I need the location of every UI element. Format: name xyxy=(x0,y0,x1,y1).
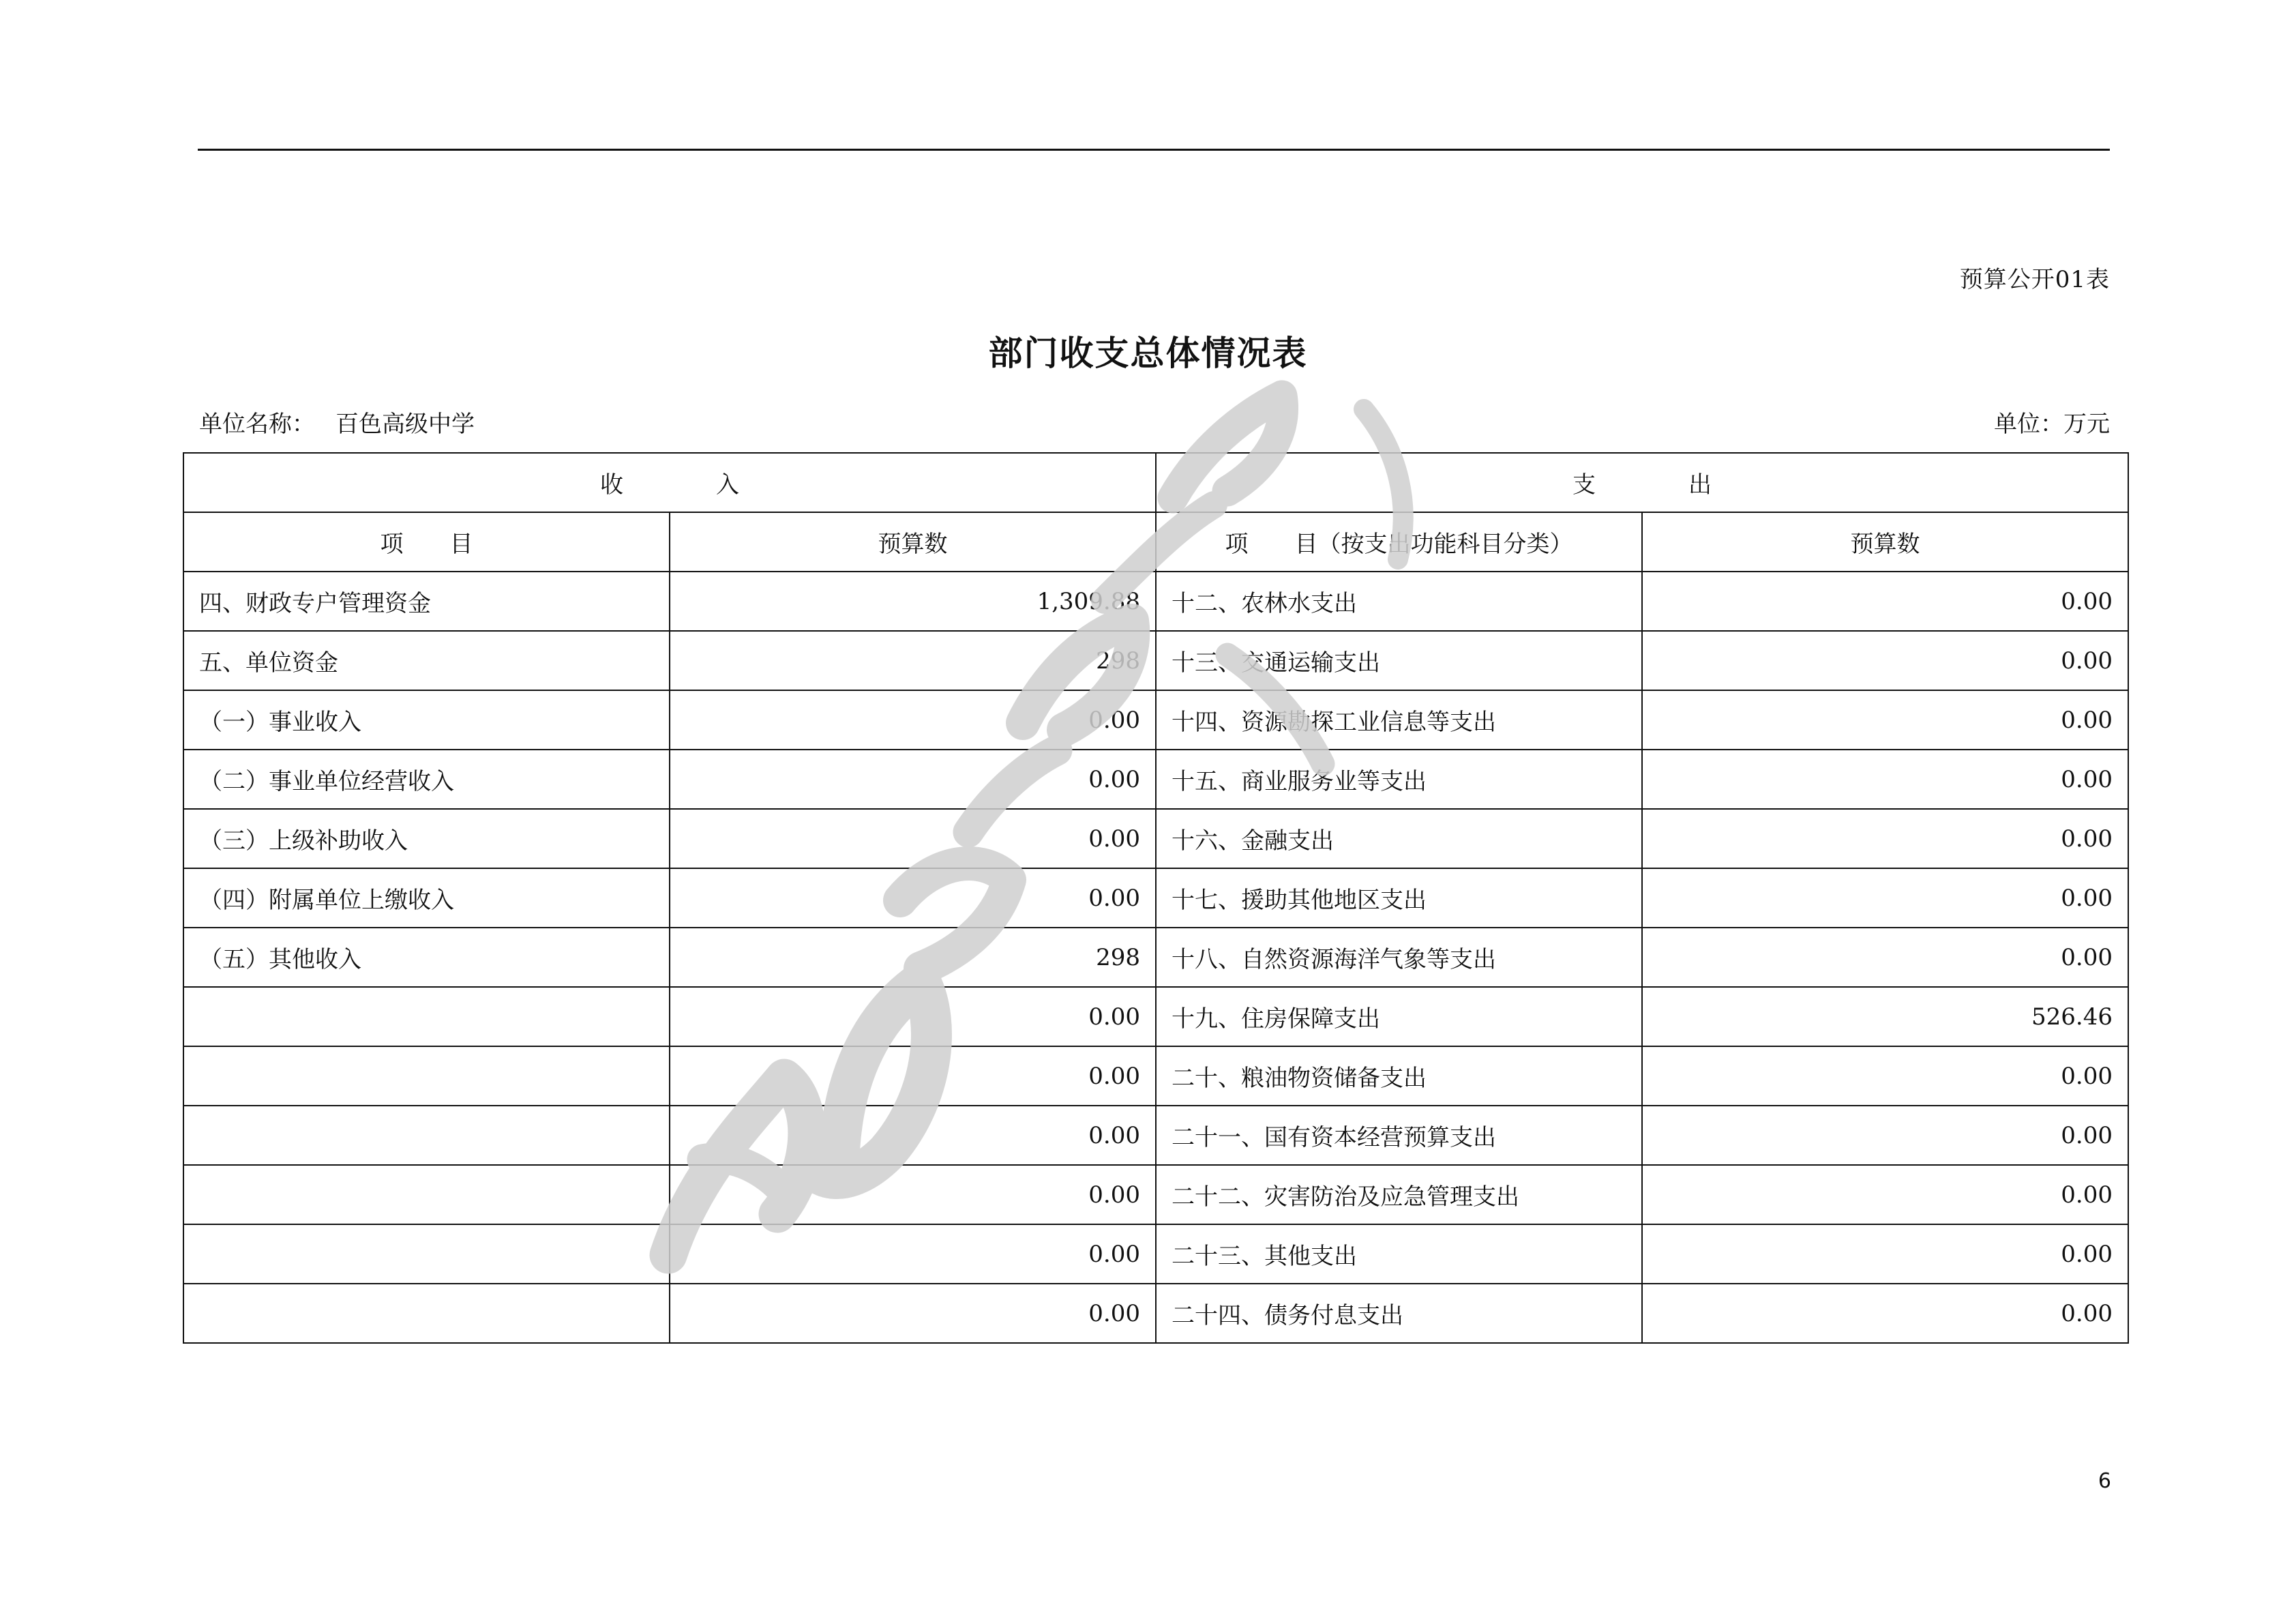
income-amount-cell: 298 xyxy=(670,928,1156,987)
expense-item-cell: 十七、援助其他地区支出 xyxy=(1156,868,1642,928)
expense-amount-cell: 0.00 xyxy=(1642,1046,2128,1106)
income-amount-cell: 0.00 xyxy=(670,750,1156,809)
expense-amount-cell: 0.00 xyxy=(1642,1165,2128,1224)
expense-amount-cell: 0.00 xyxy=(1642,1284,2128,1343)
table-column-header-row xyxy=(183,512,2128,572)
currency-unit: 单位：万元 xyxy=(1994,411,2110,438)
table-row xyxy=(183,1165,2128,1224)
table-row xyxy=(183,809,2128,868)
expense-amount-cell: 0.00 xyxy=(1642,1224,2128,1284)
table-row xyxy=(183,1284,2128,1343)
expense-item-cell: 十六、金融支出 xyxy=(1156,809,1642,868)
income-amount-cell: 0.00 xyxy=(670,809,1156,868)
income-amount-cell: 1,309.88 xyxy=(670,572,1156,631)
expense-item-cell: 十三、交通运输支出 xyxy=(1156,631,1642,690)
income-amount-cell: 0.00 xyxy=(670,987,1156,1046)
income-item-cell: （五）其他收入 xyxy=(183,928,670,987)
expense-amount-cell: 0.00 xyxy=(1642,928,2128,987)
expense-item-cell: 二十、粮油物资储备支出 xyxy=(1156,1046,1642,1106)
expense-item-cell: 二十三、其他支出 xyxy=(1156,1224,1642,1284)
col-header-expense-item: 项 目（按支出功能科目分类） xyxy=(1156,512,1642,572)
income-item-cell: 五、单位资金 xyxy=(183,631,670,690)
income-amount-cell: 298 xyxy=(670,631,1156,690)
income-item-cell xyxy=(183,987,670,1046)
page-number: 6 xyxy=(2098,1469,2111,1493)
income-amount-cell: 0.00 xyxy=(670,690,1156,750)
income-item-cell: （四）附属单位上缴收入 xyxy=(183,868,670,928)
header-rule xyxy=(198,149,2110,151)
expense-item-cell: 十四、资源勘探工业信息等支出 xyxy=(1156,690,1642,750)
expense-item-cell: 二十一、国有资本经营预算支出 xyxy=(1156,1106,1642,1165)
table-row xyxy=(183,1046,2128,1106)
income-header: 收 入 xyxy=(183,453,1156,512)
table-row xyxy=(183,1224,2128,1284)
page-title: 部门收支总体情况表 xyxy=(988,333,1308,373)
table-section-header-row xyxy=(183,453,2128,512)
table-row xyxy=(183,631,2128,690)
table-row xyxy=(183,1106,2128,1165)
unit-name-value: 百色高级中学 xyxy=(336,411,475,438)
col-header-expense-budget: 预算数 xyxy=(1642,512,2128,572)
unit-name-row xyxy=(199,405,475,439)
income-amount-cell: 0.00 xyxy=(670,868,1156,928)
expense-item-cell: 十二、农林水支出 xyxy=(1156,572,1642,631)
expense-amount-cell: 0.00 xyxy=(1642,1106,2128,1165)
table-row xyxy=(183,750,2128,809)
income-amount-cell: 0.00 xyxy=(670,1224,1156,1284)
expense-item-cell: 十九、住房保障支出 xyxy=(1156,987,1642,1046)
income-amount-cell: 0.00 xyxy=(670,1284,1156,1343)
expense-amount-cell: 0.00 xyxy=(1642,809,2128,868)
expense-amount-cell: 0.00 xyxy=(1642,750,2128,809)
income-item-cell: （二）事业单位经营收入 xyxy=(183,750,670,809)
income-item-cell: 四、财政专户管理资金 xyxy=(183,572,670,631)
income-item-cell xyxy=(183,1284,670,1343)
col-header-income-budget: 预算数 xyxy=(670,512,1156,572)
table-row xyxy=(183,690,2128,750)
unit-name-label: 单位名称： xyxy=(199,411,315,438)
budget-rows xyxy=(183,572,2128,1343)
expense-amount-cell: 526.46 xyxy=(1642,987,2128,1046)
table-row xyxy=(183,987,2128,1046)
table-row xyxy=(183,868,2128,928)
expense-item-cell: 十五、商业服务业等支出 xyxy=(1156,750,1642,809)
income-item-cell: （一）事业收入 xyxy=(183,690,670,750)
expense-amount-cell: 0.00 xyxy=(1642,690,2128,750)
income-item-cell xyxy=(183,1046,670,1106)
expense-header: 支 出 xyxy=(1156,453,2128,512)
table-row xyxy=(183,572,2128,631)
income-item-cell xyxy=(183,1165,670,1224)
income-item-cell xyxy=(183,1224,670,1284)
income-amount-cell: 0.00 xyxy=(670,1106,1156,1165)
income-amount-cell: 0.00 xyxy=(670,1165,1156,1224)
expense-item-cell: 二十四、债务付息支出 xyxy=(1156,1284,1642,1343)
expense-amount-cell: 0.00 xyxy=(1642,868,2128,928)
income-item-cell xyxy=(183,1106,670,1165)
budget-table xyxy=(183,452,2129,1344)
income-amount-cell: 0.00 xyxy=(670,1046,1156,1106)
expense-item-cell: 十八、自然资源海洋气象等支出 xyxy=(1156,928,1642,987)
table-row xyxy=(183,928,2128,987)
expense-amount-cell: 0.00 xyxy=(1642,631,2128,690)
form-code: 预算公开01表 xyxy=(1959,266,2110,293)
expense-amount-cell: 0.00 xyxy=(1642,572,2128,631)
income-item-cell: （三）上级补助收入 xyxy=(183,809,670,868)
col-header-income-item: 项 目 xyxy=(183,512,670,572)
expense-item-cell: 二十二、灾害防治及应急管理支出 xyxy=(1156,1165,1642,1224)
